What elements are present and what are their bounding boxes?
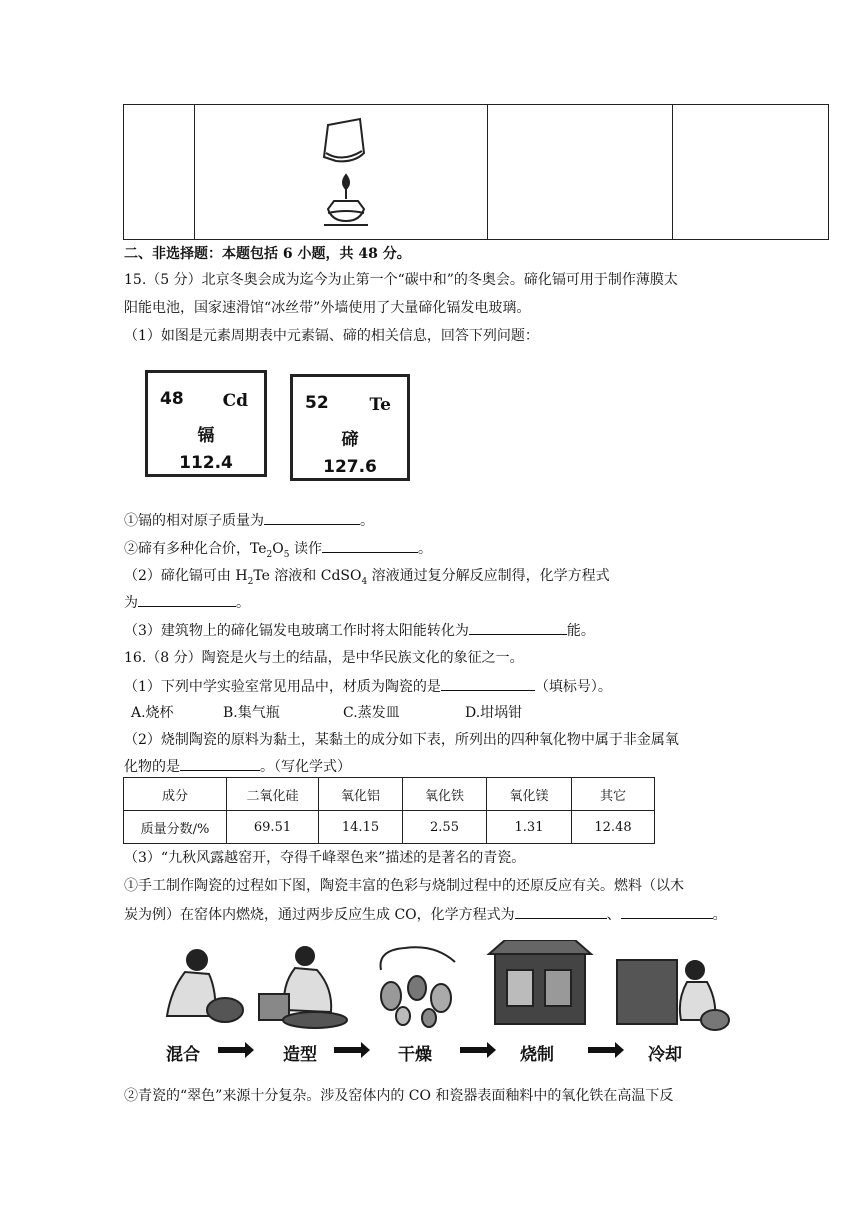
table-cell: 14.15 xyxy=(319,811,403,844)
table-header-cell: 成分 xyxy=(124,778,227,811)
atomic-mass: 112.4 xyxy=(179,453,233,473)
table-header-cell: 其它 xyxy=(572,778,655,811)
process-step-firing: 烧制 xyxy=(520,1045,554,1065)
q15-part2-line2: 为 。 xyxy=(124,592,250,613)
clay-composition-table xyxy=(123,777,655,844)
atomic-number: 48 xyxy=(160,389,184,409)
table-header-cell: 氧化镁 xyxy=(487,778,572,811)
table-divider xyxy=(487,105,488,239)
element-symbol: Te xyxy=(369,395,391,415)
table-cell: 质量分数/% xyxy=(124,811,227,844)
experiment-table xyxy=(123,104,829,240)
element-name: 碲 xyxy=(341,430,359,450)
q16-part2-line2: 化物的是 。（写化学式） xyxy=(124,756,351,777)
alcohol-lamp-with-beaker-illustration xyxy=(314,117,384,232)
q15-text-line1: 15.（5 分）北京冬奥会成为迄今为止第一个“碳中和”的冬奥会。碲化镉可用于制作薄膜太 xyxy=(124,272,678,288)
process-step-mixing: 混合 xyxy=(166,1045,200,1065)
option-d: D.坩埚钳 xyxy=(465,705,523,721)
arrow-icon xyxy=(588,1047,616,1053)
table-row xyxy=(124,811,655,844)
answer-blank[interactable] xyxy=(621,904,713,919)
answer-blank[interactable] xyxy=(515,904,607,919)
q15-part2-line1: （2）碲化镉可由 $H_2Te$ 溶液和 CdSO$_4$ 溶液通过复分解反应制得，化学方程式 xyxy=(124,568,610,587)
q16-part1: （1）下列中学实验室常见用品中，材质为陶瓷的是 （填标号）。 xyxy=(124,676,612,697)
q15-part1-prompt: （1）如图是元素周期表中元素镉、碲的相关信息，回答下列问题： xyxy=(124,328,539,344)
table-cell: 69.51 xyxy=(227,811,319,844)
q16-sub1-line2: 炭为例）在窑体内燃烧，通过两步反应生成 CO，化学方程式为 、 。 xyxy=(124,904,727,925)
element-card-cadmium xyxy=(145,370,267,477)
answer-blank[interactable] xyxy=(469,620,567,635)
table-cell: 2.55 xyxy=(403,811,487,844)
element-card-tellurium xyxy=(290,374,410,481)
q15-part3: （3）建筑物上的碲化镉发电玻璃工作时将太阳能转化为 能。 xyxy=(124,620,595,641)
answer-blank[interactable] xyxy=(264,510,360,525)
option-c: C.蒸发皿 xyxy=(343,705,400,721)
table-cell: 1.31 xyxy=(487,811,572,844)
element-symbol: Cd xyxy=(222,391,248,411)
arrow-icon xyxy=(334,1047,362,1053)
table-divider xyxy=(194,105,195,239)
option-a: A.烧杯 xyxy=(131,705,174,721)
q16-sub1-line1: ①手工制作陶瓷的过程如下图，陶瓷丰富的色彩与烧制过程中的还原反应有关。燃料（以木 xyxy=(124,878,684,894)
table-header-cell: 氧化铝 xyxy=(319,778,403,811)
process-step-cooling: 冷却 xyxy=(648,1045,682,1065)
answer-blank[interactable] xyxy=(441,676,535,691)
table-cell: 12.48 xyxy=(572,811,655,844)
answer-blank[interactable] xyxy=(138,592,236,607)
q16-sub2-line1: ②青瓷的“翠色”来源十分复杂。涉及窑体内的 CO 和瓷器表面釉料中的氧化铁在高温下反 xyxy=(124,1088,674,1104)
atomic-mass: 127.6 xyxy=(323,457,377,477)
process-step-drying: 干燥 xyxy=(398,1045,432,1065)
table-header-row xyxy=(124,778,655,811)
arrow-icon xyxy=(460,1047,488,1053)
arrow-icon xyxy=(218,1047,246,1053)
q15-text-line2: 阳能电池，国家速滑馆“冰丝带”外墙使用了大量碲化镉发电玻璃。 xyxy=(124,300,531,316)
atomic-number: 52 xyxy=(305,393,329,413)
option-b: B.集气瓶 xyxy=(223,705,280,721)
q15-sub2: ②碲有多种化合价，$Te_2O_5$ 读作 。 xyxy=(124,538,432,565)
q16-text-line1: 16.（8 分）陶瓷是火与土的结晶，是中华民族文化的象征之一。 xyxy=(124,650,524,666)
table-divider xyxy=(672,105,673,239)
section-heading: 二、非选择题：本题包括 6 小题，共 48 分。 xyxy=(124,246,411,262)
q16-part3: （3）“九秋风露越窑开，夺得千峰翠色来”描述的是著名的青瓷。 xyxy=(124,850,526,866)
element-name: 镉 xyxy=(197,426,215,446)
table-header-cell: 氧化铁 xyxy=(403,778,487,811)
answer-blank[interactable] xyxy=(322,538,418,553)
q16-part2-line1: （2）烧制陶瓷的原料为黏土，某黏土的成分如下表，所列出的四种氧化物中属于非金属氧 xyxy=(124,732,679,748)
table-header-cell: 二氧化硅 xyxy=(227,778,319,811)
q15-sub1: ①镉的相对原子质量为 。 xyxy=(124,510,374,531)
pottery-process-illustration xyxy=(155,940,745,1032)
process-step-shaping: 造型 xyxy=(283,1045,317,1065)
answer-blank[interactable] xyxy=(180,756,260,771)
